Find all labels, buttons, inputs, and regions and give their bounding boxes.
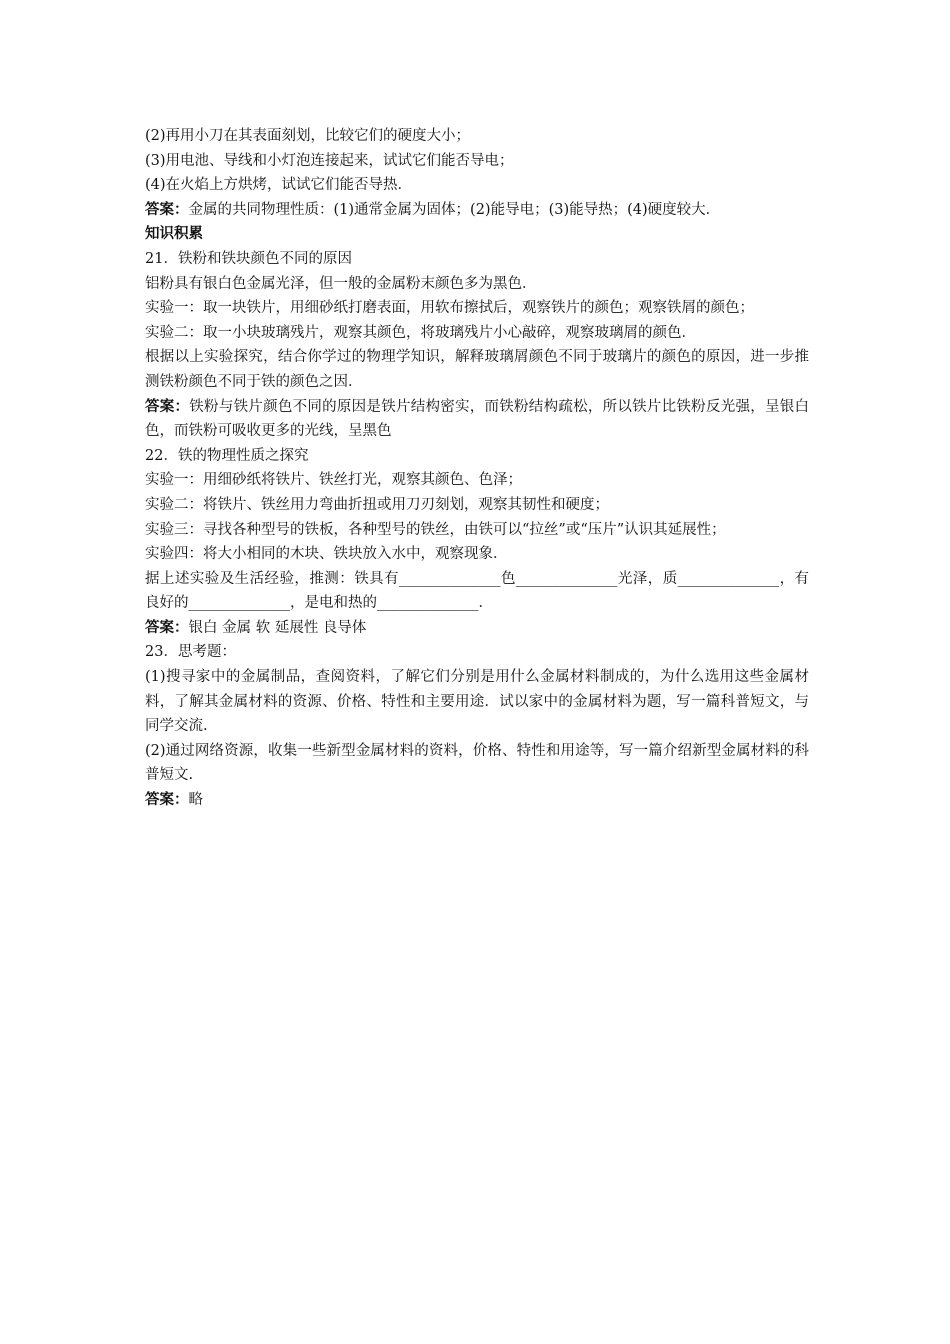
- answer-text: 铁粉与铁片颜色不同的原因是铁片结构密实，而铁粉结构疏松，所以铁片比铁粉反光强，呈银白色，而铁粉可吸收更多的光线，呈黑色: [145, 398, 810, 440]
- answer-label: 答案：: [145, 618, 189, 636]
- section-heading: 知识积累: [145, 225, 203, 243]
- q22-experiment-2: 实验二：将铁片、铁丝用力弯曲折扭或用刀刃刻划，观察其韧性和硬度；: [145, 496, 609, 513]
- q21-answer: [145, 395, 809, 444]
- answer-label: 答案：: [145, 791, 189, 809]
- q22-answer: [145, 616, 809, 641]
- intro-answer: [145, 198, 809, 223]
- answer-text: 银白 金属 软 延展性 良导体: [188, 619, 367, 636]
- q23-answer: [145, 788, 809, 813]
- q21-title: 21．铁粉和铁块颜色不同的原因: [145, 250, 352, 267]
- q21-paragraph-4: 根据以上实验探究，结合你学过的物理学知识，解释玻璃屑颜色不同于玻璃片的颜色的原因，进一步推测铁粉颜色不同于铁的颜色之因．: [145, 349, 809, 390]
- q22-experiment-3: 实验三：寻找各种型号的铁板，各种型号的铁丝，由铁可以“拉丝”或“压片”认识其延展性；: [145, 521, 726, 538]
- fill-text: ，是电和热的: [290, 595, 377, 612]
- q23-paragraph-1: (1)搜寻家中的金属制品，查阅资料，了解它们分别是用什么金属材料制成的，为什么选用这些金属材料，了解其金属材料的资源、价格、特性和主要用途．试以家中的金属材料为题，写一篇科普短文，与同学交流.: [145, 669, 809, 735]
- q21-paragraph-1: 铝粉具有银白色金属光泽，但一般的金属粉末颜色多为黑色．: [145, 275, 537, 292]
- q21-paragraph-3: 实验二：取一小块玻璃残片，观察其颜色，将玻璃残片小心敲碎，观察玻璃屑的颜色．: [145, 324, 696, 341]
- fill-text: 色: [500, 570, 516, 587]
- answer-label: 答案：: [145, 200, 189, 218]
- q23-paragraph-2: (2)通过网络资源，收集一些新型金属材料的资料，价格、特性和用途等，写一篇介绍新型金属材料的科普短文.: [145, 742, 809, 784]
- q22-experiment-4: 实验四：将大小相同的木块、铁块放入水中，观察现象．: [145, 546, 508, 563]
- fill-blank: ______________: [188, 595, 290, 612]
- answer-label: 答案：: [145, 397, 190, 415]
- answer-text: 略: [188, 792, 203, 809]
- q22-experiment-1: 实验一：用细砂纸将铁片、铁丝打光，观察其颜色、色泽；: [145, 472, 522, 489]
- answer-text: 金属的共同物理性质：(1)通常金属为固体；(2)能导电；(3)能导热；(4)硬度较大．: [188, 201, 721, 218]
- fill-blank: ______________: [377, 595, 479, 612]
- document-body: [145, 124, 809, 813]
- q23-title: 23．思考题：: [145, 644, 236, 661]
- intro-step-4: (4)在火焰上方烘烤，试试它们能否导热．: [145, 177, 413, 194]
- q21-paragraph-2: 实验一：取一块铁片，用细砂纸打磨表面，用软布擦拭后，观察铁片的颜色；观察铁屑的颜色；: [145, 300, 754, 317]
- fill-blank: ______________: [515, 570, 618, 587]
- fill-text: 光泽，质: [617, 570, 678, 587]
- intro-step-2: (2)再用小刀在其表面刻划，比较它们的硬度大小；: [145, 128, 471, 144]
- intro-step-3: (3)用电池、导线和小灯泡连接起来，试试它们能否导电；: [145, 152, 514, 169]
- fill-text: ，有良好的: [145, 570, 810, 612]
- q22-fill-in: [145, 567, 809, 616]
- q22-title: 22．铁的物理性质之探究: [145, 447, 309, 464]
- fill-blank: ______________: [677, 570, 780, 587]
- fill-text: 据上述实验及生活经验，推测：铁具有: [145, 570, 400, 587]
- fill-text: ．: [478, 595, 493, 612]
- fill-blank: ______________: [399, 570, 501, 587]
